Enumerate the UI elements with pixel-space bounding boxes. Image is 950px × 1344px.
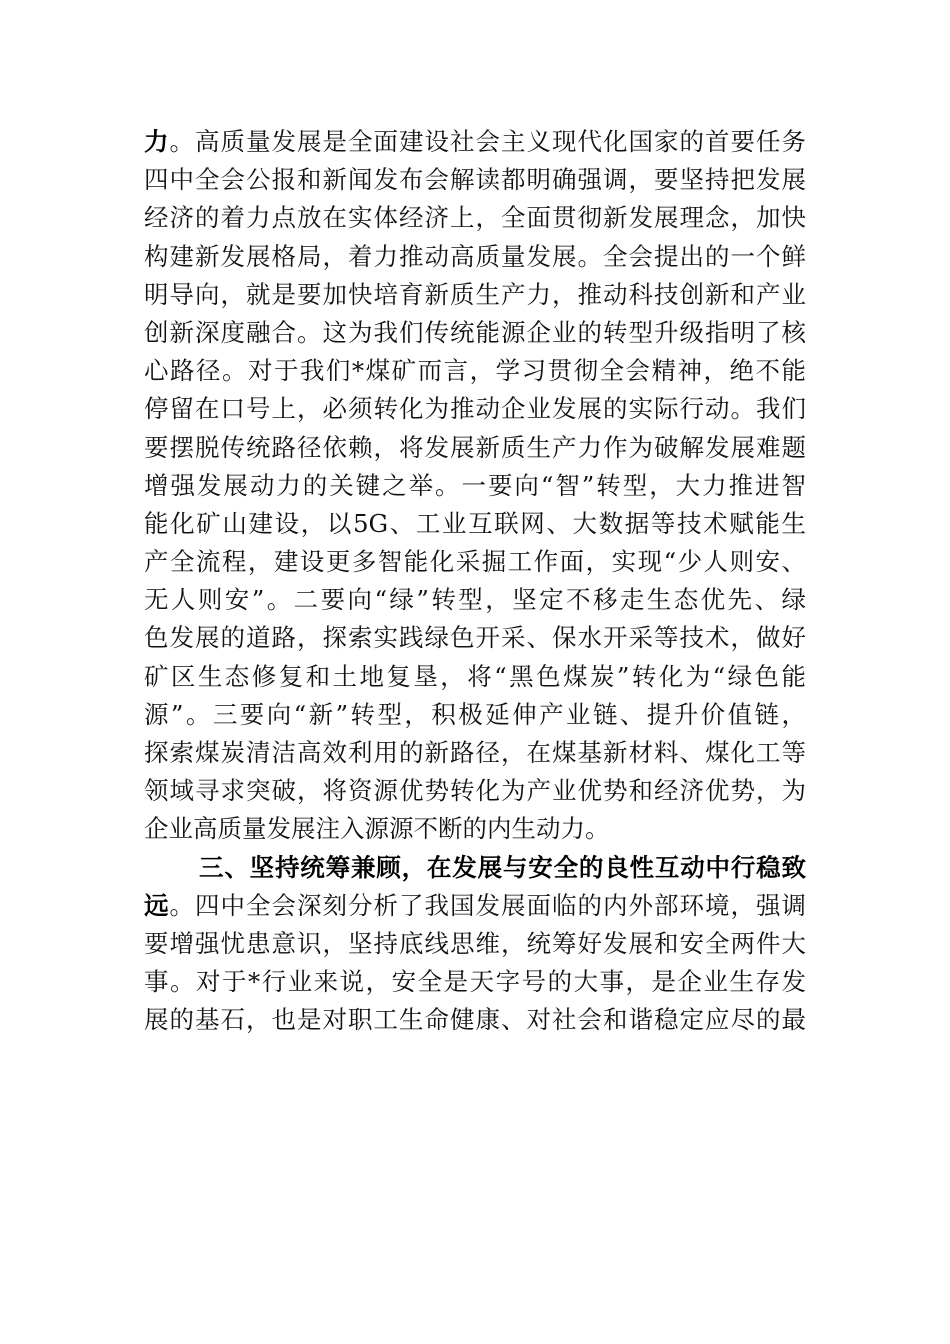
text-line: 明导向，就是要加快培育新质生产力，推动科技创新和产业 [144,279,806,309]
text-line: 增强发展动力的关键之举。一要向“智”转型，大力推进智 [144,470,806,500]
text-line: 探索煤炭清洁高效利用的新路径，在煤基新材料、煤化工等 [144,738,806,767]
paragraph-high-quality-development [144,123,806,849]
text-line: 创新深度融合。这为我们传统能源企业的转型升级指明了核 [144,317,806,347]
text-line: 能化矿山建设，以5G、工业互联网、大数据等技术赋能生 [144,508,806,538]
text-line: 经济的着力点放在实体经济上，全面贯彻新发展理念，加快 [144,203,806,233]
bold-lead-char: 远 [144,890,170,920]
text-line: 领域寻求突破，将资源优势转化为产业优势和经济优势，为 [144,776,806,806]
text-line: 要增强忧患意识，坚持底线思维，统筹好发展和安全两件大 [144,928,806,958]
text-line: 停留在口号上，必须转化为推动企业发展的实际行动。我们 [144,394,806,424]
text-line: 源”。三要向“新”转型，积极延伸产业链、提升价值链， [144,699,806,729]
text-line: 展的基石，也是对职工生命健康、对社会和谐稳定应尽的最 [144,1005,806,1035]
text-line: 矿区生态修复和土地复垦，将“黑色煤炭”转化为“绿色能 [144,661,806,691]
text-line: 四中全会公报和新闻发布会解读都明确强调，要坚持把发展 [144,165,806,195]
paragraph-section-three [144,849,806,1040]
bold-lead-char: 力 [144,127,170,156]
text-line: 力。高质量发展是全面建设社会主义现代化国家的首要任务 [144,127,806,156]
text-line: 远。四中全会深刻分析了我国发展面临的内外部环境，强调 [144,890,806,920]
text-line: 心路径。对于我们*煤矿而言，学习贯彻全会精神，绝不能 [144,356,806,386]
document-page [144,123,806,1040]
section-heading: 三、坚持统筹兼顾，在发展与安全的良性互动中行稳致 [199,852,806,882]
text-line: 企业高质量发展注入源源不断的内生动力。 [144,814,610,844]
text-line: 事。对于*行业来说，安全是天字号的大事，是企业生存发 [144,967,806,997]
text-line: 无人则安”。二要向“绿”转型，坚定不移走生态优先、绿 [144,585,806,615]
text-line: 构建新发展格局，着力推动高质量发展。全会提出的一个鲜 [144,241,806,271]
text-line: 产全流程，建设更多智能化采掘工作面，实现“少人则安、 [144,547,806,577]
text-line: 色发展的道路，探索实践绿色开采、保水开采等技术，做好 [144,623,806,653]
text-line: 要摆脱传统路径依赖，将发展新质生产力作为破解发展难题 [144,432,806,462]
